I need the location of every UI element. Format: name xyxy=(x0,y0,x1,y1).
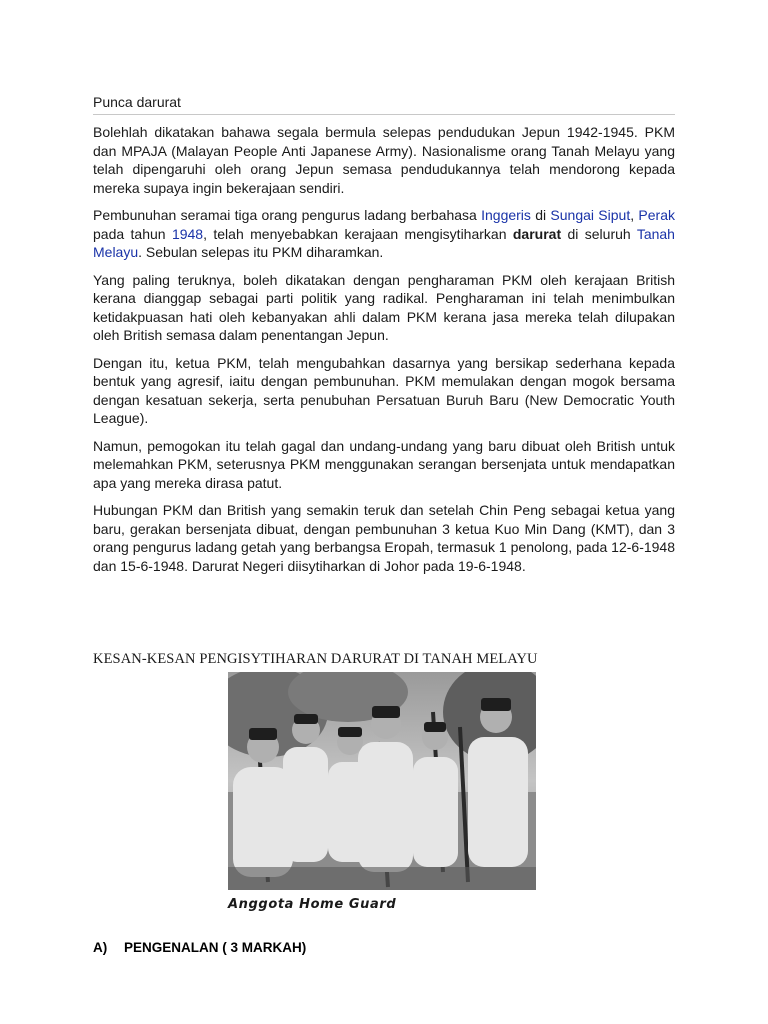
text-run: di xyxy=(530,207,551,223)
link-perak[interactable]: Perak xyxy=(638,207,675,223)
text-run: di seluruh xyxy=(561,225,637,242)
historical-photo xyxy=(228,672,536,890)
paragraph-1: Bolehlah dikatakan bahawa segala bermula selepas pendudukan Jepun 1942-1945. PKM dan MPAJA (Malayan People Anti Japanese Army). Nasionalisme orang Tanah Melayu yang telah dipengaruhi oleh orang Jepun semasa pendudukannya telah mendorong kepada mereka supaya ingin bekerajaan sendiri. xyxy=(93,124,675,196)
text-run: Pembunuhan seramai tiga orang pengurus ladang berbahasa xyxy=(93,207,482,223)
paragraph-6: Hubungan PKM dan British yang semakin teruk dan setelah Chin Peng sebagai ketua yang baru, gerakan bersenjata dibuat, dengan pembunuhan 3 ketua Kuo Min Dang (KMT), dan 3 orang pengurus ladang getah yang berbangsa Eropah, termasuk 1 penolong, pada 12-6-1948 dan 15-6-1948. Darurat Negeri diisytiharkan di Johor pada 19-6-1948. xyxy=(93,502,675,574)
section-heading: Punca darurat xyxy=(93,94,181,110)
subheading xyxy=(93,940,306,955)
text-run: . Sebulan selepas itu PKM diharamkan. xyxy=(138,244,384,260)
paragraph-5: Namun, pemogokan itu telah gagal dan undang-undang yang baru dibuat oleh British untuk melemahkan PKM, seterusnya PKM menggunakan serangan bersenjata untuk mendapatkan apa yang mereka dirasa patut. xyxy=(93,437,675,491)
bold-darurat: darurat xyxy=(512,225,562,242)
section-title: KESAN-KESAN PENGISYTIHARAN DARURAT DI TANAH MELAYU xyxy=(93,651,538,667)
paragraph-4: Dengan itu, ketua PKM, telah mengubahkan dasarnya yang bersikap sederhana kepada bentuk yang agresif, iaitu dengan pembunuhan. PKM memulakan dengan mogok bersama dengan kesatuan sekerja, serta penubuhan Persatuan Buruh Baru (New Democratic Youth League). xyxy=(93,354,675,426)
link-inggeris[interactable]: Inggeris xyxy=(481,207,531,223)
link-1948[interactable]: 1948 xyxy=(171,225,204,242)
heading-divider xyxy=(93,114,675,115)
subheading-letter: A) xyxy=(93,940,108,955)
paragraph-2 xyxy=(93,206,675,262)
article-body xyxy=(93,123,675,584)
text-run: , telah menyebabkan kerajaan mengisytiharkan xyxy=(203,225,513,242)
text-run: , xyxy=(630,207,639,223)
link-tanah-melayu[interactable]: Tanah Melayu xyxy=(93,225,675,260)
link-sungai-siput[interactable]: Sungai Siput xyxy=(550,207,631,223)
paragraph-3: Yang paling teruknya, boleh dikatakan dengan pengharaman PKM oleh kerajaan British kerana dianggap sebagai parti politik yang radikal. Pengharaman ini telah menimbulkan ketidakpuasan hati oleh kebanyakan ahli dalam PKM kerana jasa mereka telah dilupakan oleh British semasa dalam penentangan Jepun. xyxy=(93,271,675,343)
text-run: pada tahun xyxy=(93,225,172,242)
subheading-text: PENGENALAN ( 3 MARKAH) xyxy=(124,940,307,955)
photo-caption: Anggota Home Guard xyxy=(228,897,397,912)
